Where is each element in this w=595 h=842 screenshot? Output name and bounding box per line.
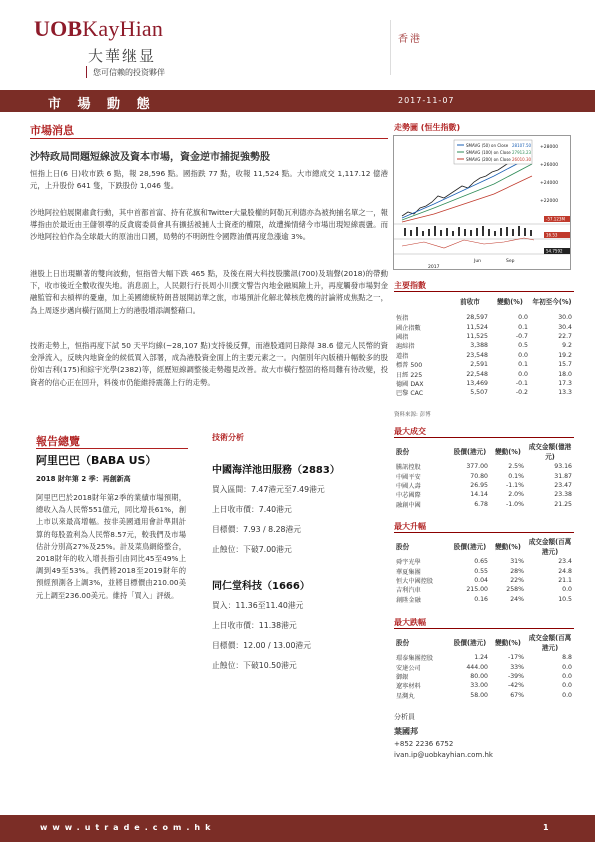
logo-chinese: 大華继显: [88, 47, 157, 65]
table-row: 中國人壽 26.95 -1.1% 23.47: [396, 481, 572, 490]
volume-table: [394, 440, 574, 509]
article-paragraph-4: 技術走勢上，恒指再度下試 50 天平均線(~28,107 點)支持後反彈，而港股通同日錄得 38.6 億元人民幣的資金淨流入，反映內地資金的候低買入部署，成為港股資金面上的主要元素之一。內個別年內版積升幅較多的股份如吉利(175)和綜宇光學(2382)等，經歷短線調整後走勢趨見改善。故大市橫行整固的格局難有待改變，投資者的信心正在回升，料後市仍能維持震蕩上行的走勢。: [30, 341, 388, 387]
table-row: 恒大中國控股 0.04 22% 21.1: [396, 576, 572, 585]
table-row: 御銀 80.00 -39% 0.0: [396, 672, 572, 681]
x-label-sep: Sep: [506, 259, 515, 264]
stock-1-target: 目標價：7.93 / 8.28港元: [212, 525, 302, 534]
legend-ma200: SMAVG (200) on Close: [466, 157, 511, 162]
report-date: 2017-11-07: [398, 96, 455, 105]
tick-26000: +26000: [540, 163, 559, 168]
logo-tagline: 您可信赖的投资夥伴: [93, 68, 165, 77]
table-row: 日經 225 22,548 0.0 18.0: [396, 370, 572, 379]
hsi-chart: [393, 135, 571, 270]
gainers-header-row: 股份 股價(港元) 變動(%) 成交金額(百萬港元): [396, 538, 572, 556]
volume-heading: 最大成交: [394, 427, 426, 436]
table-row: 星灣丸 58.00 67% 0.0: [396, 691, 572, 700]
table-row: 創陞金融 0.16 24% 10.5: [396, 595, 572, 604]
legend-ma200-value: 26010.30: [512, 157, 532, 162]
article-paragraph-2: 沙地阿拉伯展開肅貪行動，其中首都首富、持有花旗和Twitter大量股權的阿勒瓦利德亦為被拘捕名單之一，報導指由於最近由王儲領導的反貪腐委員會具有擴括被捕人士資產的權限，故遭操情緒今市場出現短線震盪。而沙地阿拉伯作為全球最大的原油出口國，局勢的不明朗性令國際油價再度急漲逾 3%。: [30, 208, 388, 242]
table-row: 安達公司 444.00 33% 0.0: [396, 663, 572, 672]
stock-2-close: 上日收市價：11.38港元: [212, 621, 297, 630]
losers-heading: 最大跌幅: [394, 618, 426, 627]
indices-col-change: 變動(%): [497, 298, 523, 306]
losers-rule: [394, 628, 574, 629]
table-row: 融創中國 6.78 -1.0% 21.25: [396, 500, 572, 509]
tag-3: 54.7592: [546, 248, 563, 254]
page-number: 1: [543, 823, 549, 832]
article-paragraph-3: 港股上日出現顯著的雙向波動，恒指曾大幅下跌 465 點，及後在兩大科技股騰訊(700)及瑞聲(2018)的帶動下，收市後近全數收復失地。消息面上，人民銀行行長周小川撰文警告內地金融風險上升，再度觸發市場對金融監管和去槓桿的憂慮，加上美國總統特朗普展開訪華之旅，市場預計化解北韓核危機的討論將成焦點之一，為上周逐步邁向橫行區間上方的港股增添調整藉口。: [30, 269, 388, 315]
stock-1-close: 上日收市價：7.40港元: [212, 505, 292, 514]
table-row: 中國平安 70.80 0.1% 31.87: [396, 472, 572, 481]
table-row: 璟泰集團控股 1.24 -17% 8.8: [396, 654, 572, 663]
volume-rule: [394, 437, 574, 438]
indices-col-ytd: 年初至今(%): [532, 298, 572, 306]
gainers-table: [394, 535, 574, 604]
article-paragraph-1: 恒指上日(6 日)收市跌 6 點，報 28,596 點。國指跌 77 點，收報 11,524 點。大市總成交 1,117.12 億港元，上升股份 641 隻，下跌股份 1,046 隻。: [30, 169, 388, 191]
indices-header-row: [394, 295, 574, 307]
x-label-jun: Jun: [474, 259, 482, 264]
hsi-chart-svg: [394, 136, 571, 270]
report-company: 阿里巴巴（BABA US）: [36, 454, 157, 467]
indices-rule: [394, 291, 574, 292]
indices-col-close: 前收市: [460, 298, 480, 306]
losers-header-row: 股份 股價(港元) 變動(%) 成交金額(百萬港元): [396, 634, 572, 652]
tick-28000: +28000: [540, 145, 559, 150]
indices-heading: 主要指數: [394, 281, 426, 290]
table-row: 標普 500 2,591 0.1 15.7: [396, 361, 572, 370]
losers-table: [394, 631, 574, 700]
stock-1-buy: 買入區間：7.47港元至7.49港元: [212, 485, 325, 494]
gainers-heading: 最大升幅: [394, 522, 426, 531]
stock-2-stoploss: 止蝕位：下破10.50港元: [212, 661, 297, 670]
market-news-heading: 市場消息: [30, 124, 74, 137]
table-row: 巴黎 CAC 5,507 -0.2 13.3: [396, 389, 572, 398]
table-row: 德國 DAX 13,469 -0.1 17.3: [396, 379, 572, 388]
table-row: 國企指數 11,524 0.1 30.4: [396, 323, 572, 332]
logo-divider: [86, 66, 87, 78]
analyst-name: 葉國邦: [394, 727, 418, 736]
legend-ma50: SMAVG (50) on Close: [466, 143, 509, 148]
region-label: 香港: [398, 34, 422, 45]
analyst-phone: +852 2236 6752: [394, 740, 454, 748]
indices-table: [394, 295, 574, 398]
tag-2: 16.53: [546, 232, 558, 238]
gainers-rule: [394, 532, 574, 533]
volume-header-row: 股份 股價(港元) 變動(%) 成交金額(億港元): [396, 443, 572, 461]
table-row: 舜宇光學 0.65 31% 23.4: [396, 558, 572, 567]
table-row: 道指 23,548 0.0 19.2: [396, 351, 572, 360]
report-heading: 報告總覽: [36, 435, 80, 448]
page-title: 市 場 動 態: [48, 97, 156, 112]
heading-rule: [30, 138, 388, 139]
table-row: 國指 11,525 -0.7 22.7: [396, 332, 572, 341]
table-row: 華夏集團 0.55 28% 24.8: [396, 567, 572, 576]
chart-heading: 走勢圖 (恒生指數): [394, 123, 461, 132]
tick-24000: +24000: [540, 181, 559, 186]
logo-text: UOBKayHian: [34, 16, 164, 41]
indices-col-name: [394, 295, 450, 307]
article-title: 沙特政局問題短線波及資本市場，資金逆市捕捉強勢股: [30, 152, 270, 163]
legend-ma50-value: 28107.50: [512, 143, 532, 148]
table-row: 騰訊控股 377.00 2.5% 93.16: [396, 463, 572, 472]
tag-1: -57.123M: [546, 216, 565, 222]
report-subtitle: 2018 財年第 2 季：再創新高: [36, 475, 131, 483]
technical-heading: 技術分析: [212, 433, 244, 442]
x-label-year: 2017: [428, 265, 440, 270]
stock-2-name: 同仁堂科技（1666）: [212, 581, 310, 592]
table-row: 恆指 28,597 0.0 30.0: [396, 314, 572, 323]
stock-2-target: 目標價：12.00 / 13.00港元: [212, 641, 312, 650]
table-row: 吉利汽車 215.00 258% 0.0: [396, 586, 572, 595]
legend-ma100-value: 27913.23: [512, 150, 532, 155]
legend-ma100: SMAVG (100) on Close: [466, 150, 511, 155]
table-row: 中芯國際 14.14 2.0% 23.38: [396, 491, 572, 500]
indices-source: 資料來源: 彭博: [394, 412, 431, 418]
stock-1-name: 中國海洋池田服務（2883）: [212, 465, 340, 476]
report-text: 阿里巴巴於2018財年第2季的業績市場預期，總收入為人民幣551億元，同比增長61%，創上市以來最高增幅。按非美國通用會計準則計算的每股盈利為人民幣8.57元，較我們及市場估計分別高27%及25%。計及菜鳥網絡整合，2018財年的收入增長指引由同比45至49%上調到49至53%。我們將2018至2019財年的預經預測各上調3%，並將目標價由210.00美元上調至236.00美元。維持「買入」評級。: [36, 493, 186, 600]
table-row: 滬綜指 3,388 0.5 9.2: [396, 342, 572, 351]
analyst-label: 分析員: [394, 713, 415, 721]
stock-1-stoploss: 止蝕位：下破7.00港元: [212, 545, 292, 554]
analyst-email[interactable]: ivan.ip@uobkayhian.com.hk: [394, 751, 493, 759]
header-divider: [390, 20, 391, 75]
stock-2-buy: 買入：11.36至11.40港元: [212, 601, 304, 610]
table-row: 遼寧材料 33.00 -42% 0.0: [396, 682, 572, 691]
footer-url[interactable]: www.utrade.com.hk: [40, 823, 216, 832]
tick-22000: +22000: [540, 199, 559, 204]
report-rule: [36, 448, 188, 449]
